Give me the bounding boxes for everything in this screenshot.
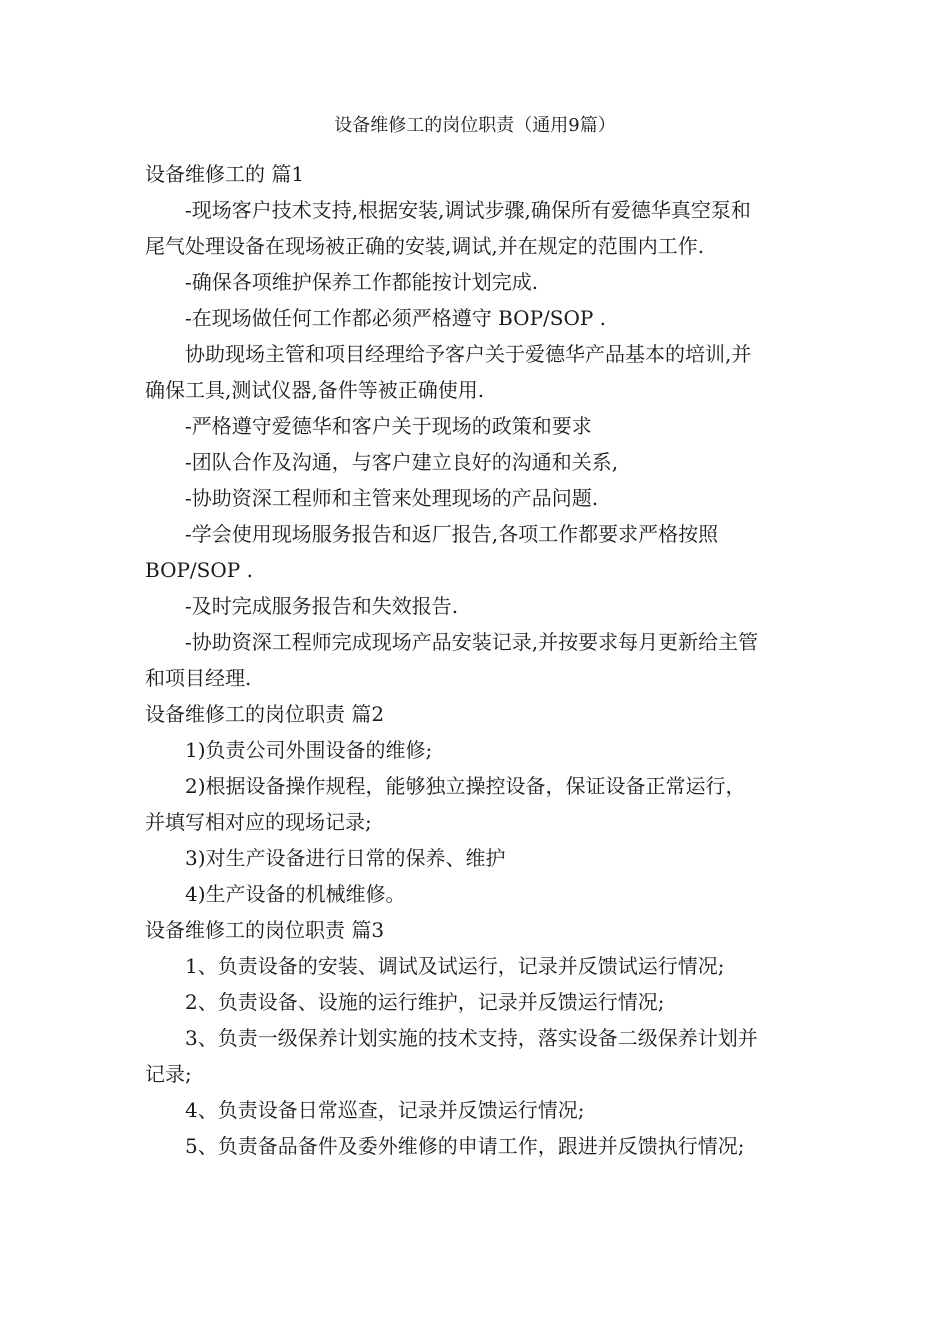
paragraph — [145, 1096, 810, 1125]
document-body — [145, 160, 810, 1168]
paragraph — [145, 484, 810, 513]
paragraph — [145, 736, 810, 765]
paragraph — [145, 1132, 810, 1161]
paragraph-line: -确保各项维护保养工作都能按计划完成. — [185, 270, 539, 294]
paragraph-line: 并填写相对应的现场记录; — [145, 810, 372, 834]
paragraph — [145, 304, 810, 333]
paragraph-line: -协助资深工程师和主管来处理现场的产品问题. — [185, 486, 599, 510]
document-title: 设备维修工的岗位职责（通用9篇） — [334, 115, 616, 136]
paragraph — [145, 952, 810, 981]
paragraph — [145, 1024, 810, 1089]
paragraph-line: 2)根据设备操作规程，能够独立操控设备，保证设备正常运行， — [185, 774, 746, 798]
paragraph-line: -在现场做任何工作都必须严格遵守 BOP/SOP . — [185, 306, 607, 330]
paragraph-line: 4、负责设备日常巡查，记录并反馈运行情况; — [185, 1098, 585, 1122]
paragraph — [145, 844, 810, 873]
paragraph — [145, 340, 810, 405]
paragraph-line: 和项目经理. — [145, 666, 252, 690]
section-heading: 设备维修工的 篇1 — [145, 162, 305, 186]
paragraph-line: 3)对生产设备进行日常的保养、维护 — [185, 846, 506, 870]
paragraph-line: 5、负责备品备件及委外维修的申请工作，跟进并反馈执行情况; — [185, 1134, 745, 1158]
paragraph-line: -协助资深工程师完成现场产品安装记录,并按要求每月更新给主管 — [185, 630, 759, 654]
paragraph — [145, 772, 810, 837]
paragraph-line: 2、负责设备、设施的运行维护，记录并反馈运行情况; — [185, 990, 665, 1014]
paragraph-line: -团队合作及沟通，与客户建立良好的沟通和关系, — [185, 450, 619, 474]
paragraph-line: BOP/SOP . — [145, 558, 253, 582]
paragraph — [145, 988, 810, 1017]
paragraph-line: 记录; — [145, 1062, 192, 1086]
paragraph-line: -现场客户技术支持,根据安装,调试步骤,确保所有爱德华真空泵和 — [185, 198, 751, 222]
paragraph-line: 1、负责设备的安装、调试及试运行，记录并反馈试运行情况; — [185, 954, 725, 978]
paragraph-line: -学会使用现场服务报告和返厂报告,各项工作都要求严格按照 — [185, 522, 719, 546]
paragraph-line: 3、负责一级保养计划实施的技术支持，落实设备二级保养计划并 — [185, 1026, 758, 1050]
paragraph — [145, 196, 810, 261]
paragraph — [145, 448, 810, 477]
paragraph — [145, 880, 810, 909]
paragraph-line: -严格遵守爱德华和客户关于现场的政策和要求 — [185, 414, 592, 438]
paragraph — [145, 592, 810, 621]
paragraph-line: 4)生产设备的机械维修。 — [185, 882, 406, 906]
paragraph-line: -及时完成服务报告和失效报告. — [185, 594, 459, 618]
paragraph — [145, 520, 810, 585]
paragraph-line: 尾气处理设备在现场被正确的安装,调试,并在规定的范围内工作. — [145, 234, 705, 258]
section-heading: 设备维修工的岗位职责 篇2 — [145, 702, 385, 726]
paragraph — [145, 412, 810, 441]
paragraph — [145, 268, 810, 297]
paragraph-line: 协助现场主管和项目经理给予客户关于爱德华产品基本的培训,并 — [185, 342, 752, 366]
paragraph — [145, 628, 810, 693]
paragraph-line: 确保工具,测试仪器,备件等被正确使用. — [145, 378, 485, 402]
section-heading: 设备维修工的岗位职责 篇3 — [145, 918, 385, 942]
paragraph-line: 1)负责公司外围设备的维修; — [185, 738, 433, 762]
